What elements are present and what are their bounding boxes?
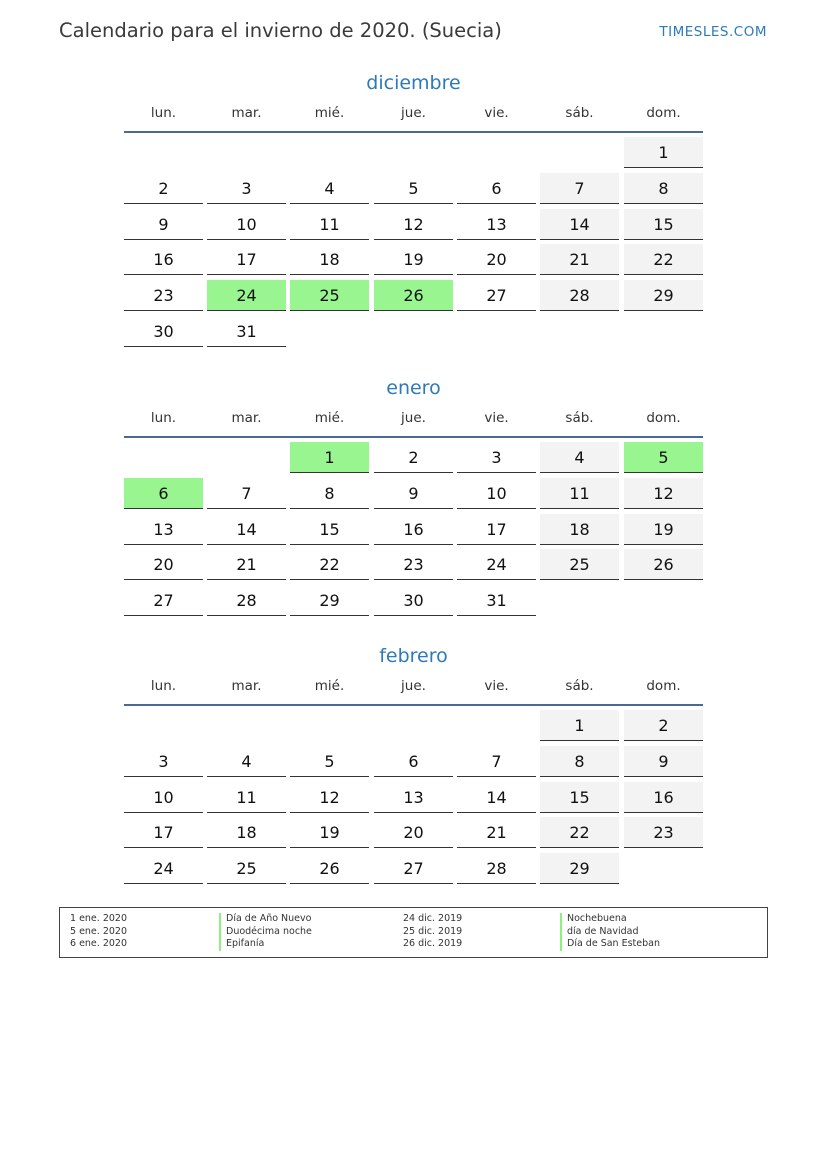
day-cell: 24 [124, 853, 203, 884]
legend-holiday-name: Duodécima noche [219, 926, 312, 939]
day-cell: 7 [457, 746, 536, 777]
day-cell: 18 [207, 817, 286, 848]
day-cell: 21 [540, 244, 619, 275]
day-cell: 3 [124, 746, 203, 777]
weekday-label: sáb. [565, 678, 594, 694]
day-cell: 28 [457, 853, 536, 884]
weekday-header [124, 668, 703, 706]
day-cell: 6 [374, 746, 453, 777]
day-cell: 11 [207, 782, 286, 813]
day-cell: 10 [124, 782, 203, 813]
day-cell: 23 [624, 817, 703, 848]
day-cell: 25 [207, 853, 286, 884]
weekday-label: dom. [646, 410, 681, 426]
day-cell: 1 [624, 137, 703, 168]
legend-holiday-name: Día de Año Nuevo [219, 913, 311, 926]
legend-holiday-name: día de Navidad [560, 926, 638, 939]
weekday-label: mar. [231, 105, 262, 121]
month-diciembre [124, 71, 703, 341]
legend-date: 26 dic. 2019 [403, 938, 463, 949]
day-cell: 4 [540, 442, 619, 473]
weekday-label: jue. [401, 105, 426, 121]
day-cell: 15 [624, 209, 703, 240]
weekday-label: vie. [484, 410, 509, 426]
day-cell: 28 [540, 280, 619, 311]
day-cell: 10 [207, 209, 286, 240]
day-cell: 2 [374, 442, 453, 473]
day-cell: 2 [624, 710, 703, 741]
weekday-label: sáb. [565, 410, 594, 426]
month-enero [124, 376, 703, 611]
day-cell: 20 [124, 549, 203, 580]
day-cell: 27 [374, 853, 453, 884]
day-cell: 21 [207, 549, 286, 580]
weekday-label: mar. [231, 410, 262, 426]
weekday-label: dom. [646, 105, 681, 121]
month-febrero [124, 644, 703, 879]
day-cell: 23 [374, 549, 453, 580]
day-cell: 12 [374, 209, 453, 240]
month-name: diciembre [366, 72, 461, 94]
holiday-day-cell: 24 [207, 280, 286, 311]
day-cell: 17 [207, 244, 286, 275]
weekday-label: lun. [150, 105, 177, 121]
page-title: Calendario para el invierno de 2020. (Suecia) [59, 19, 502, 42]
legend-date: 6 ene. 2020 [70, 938, 127, 949]
day-cell: 23 [124, 280, 203, 311]
day-cell: 8 [624, 173, 703, 204]
day-cell: 17 [124, 817, 203, 848]
day-cell: 6 [457, 173, 536, 204]
site-brand-link[interactable]: TIMESLES.COM [659, 24, 767, 40]
holiday-day-cell: 26 [374, 280, 453, 311]
holiday-day-cell: 1 [290, 442, 369, 473]
day-cell: 4 [207, 746, 286, 777]
day-cell: 22 [540, 817, 619, 848]
day-cell: 31 [207, 316, 286, 347]
weekday-label: lun. [150, 678, 177, 694]
month-name: febrero [379, 645, 448, 667]
day-cell: 26 [290, 853, 369, 884]
legend-holiday-name: Día de San Esteban [560, 938, 660, 951]
day-cell: 13 [374, 782, 453, 813]
day-cell: 4 [290, 173, 369, 204]
day-cell: 18 [540, 514, 619, 545]
day-cell: 14 [540, 209, 619, 240]
day-cell: 7 [540, 173, 619, 204]
weekday-label: mar. [231, 678, 262, 694]
holiday-day-cell: 25 [290, 280, 369, 311]
legend-date: 24 dic. 2019 [403, 913, 463, 924]
day-cell: 2 [124, 173, 203, 204]
legend-date: 1 ene. 2020 [70, 913, 127, 924]
holiday-day-cell: 6 [124, 478, 203, 509]
day-cell: 31 [457, 585, 536, 616]
day-cell: 19 [374, 244, 453, 275]
weekday-label: mié. [314, 105, 345, 121]
day-cell: 14 [207, 514, 286, 545]
month-name: enero [386, 377, 441, 399]
day-cell: 16 [374, 514, 453, 545]
day-cell: 1 [540, 710, 619, 741]
day-cell: 8 [540, 746, 619, 777]
weekday-label: mié. [314, 678, 345, 694]
day-cell: 12 [290, 782, 369, 813]
day-cell: 17 [457, 514, 536, 545]
day-cell: 9 [374, 478, 453, 509]
day-cell: 20 [374, 817, 453, 848]
day-cell: 19 [290, 817, 369, 848]
day-cell: 14 [457, 782, 536, 813]
legend-date: 5 ene. 2020 [70, 925, 127, 937]
day-cell: 20 [457, 244, 536, 275]
day-cell: 22 [290, 549, 369, 580]
day-cell: 3 [207, 173, 286, 204]
weekday-label: dom. [646, 678, 681, 694]
day-cell: 15 [290, 514, 369, 545]
weekday-label: mié. [314, 410, 345, 426]
day-cell: 21 [457, 817, 536, 848]
day-cell: 13 [124, 514, 203, 545]
weekday-header [124, 95, 703, 133]
legend-date: 25 dic. 2019 [403, 925, 463, 937]
weekday-label: sáb. [565, 105, 594, 121]
day-cell: 10 [457, 478, 536, 509]
day-cell: 9 [124, 209, 203, 240]
weekday-label: jue. [401, 410, 426, 426]
day-cell: 26 [624, 549, 703, 580]
day-cell: 27 [124, 585, 203, 616]
day-cell: 13 [457, 209, 536, 240]
legend-holiday-name: Epifanía [219, 938, 264, 951]
legend-holiday-name: Nochebuena [560, 913, 627, 926]
day-cell: 25 [540, 549, 619, 580]
day-cell: 30 [124, 316, 203, 347]
weekday-header [124, 400, 703, 438]
day-cell: 29 [540, 853, 619, 884]
day-cell: 5 [290, 746, 369, 777]
day-cell: 11 [290, 209, 369, 240]
day-cell: 7 [207, 478, 286, 509]
day-cell: 29 [290, 585, 369, 616]
day-cell: 30 [374, 585, 453, 616]
day-cell: 19 [624, 514, 703, 545]
day-cell: 27 [457, 280, 536, 311]
holiday-day-cell: 5 [624, 442, 703, 473]
day-cell: 9 [624, 746, 703, 777]
weekday-label: vie. [484, 678, 509, 694]
day-cell: 22 [624, 244, 703, 275]
day-cell: 3 [457, 442, 536, 473]
weekday-label: vie. [484, 105, 509, 121]
weekday-label: jue. [401, 678, 426, 694]
day-cell: 11 [540, 478, 619, 509]
day-cell: 15 [540, 782, 619, 813]
holiday-legend [59, 907, 768, 958]
day-cell: 24 [457, 549, 536, 580]
day-cell: 16 [624, 782, 703, 813]
day-cell: 28 [207, 585, 286, 616]
day-cell: 18 [290, 244, 369, 275]
weekday-label: lun. [150, 410, 177, 426]
day-cell: 29 [624, 280, 703, 311]
day-cell: 16 [124, 244, 203, 275]
day-cell: 5 [374, 173, 453, 204]
day-cell: 8 [290, 478, 369, 509]
day-cell: 12 [624, 478, 703, 509]
